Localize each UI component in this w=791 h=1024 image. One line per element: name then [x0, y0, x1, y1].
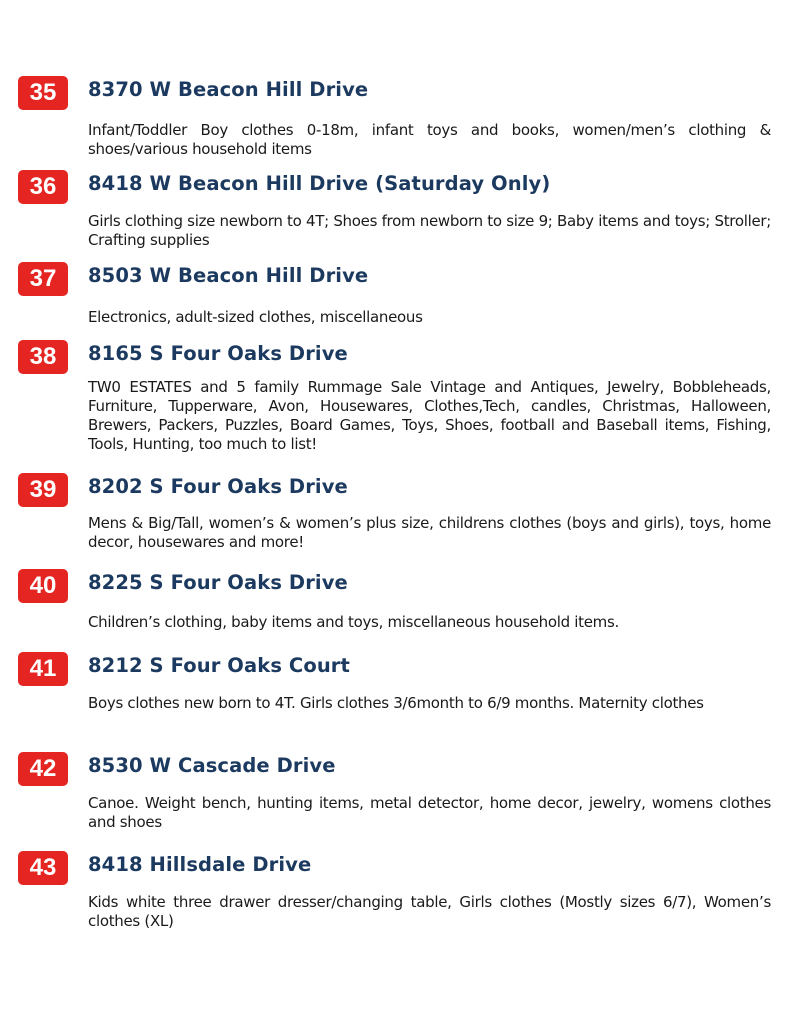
listing-number-badge: 37: [18, 262, 68, 296]
listing-address: 8418 Hillsdale Drive: [88, 853, 312, 876]
listing-address: 8225 S Four Oaks Drive: [88, 571, 348, 594]
listing-address: 8165 S Four Oaks Drive: [88, 342, 348, 365]
listing-description: Canoe. Weight bench, hunting items, metal detector, home decor, jewelry, womens clothes and shoes: [88, 794, 771, 831]
listing-number-badge: 43: [18, 851, 68, 885]
listing-number-badge: 42: [18, 752, 68, 786]
listing-address: 8370 W Beacon Hill Drive: [88, 78, 369, 101]
listing-description: TW0 ESTATES and 5 family Rummage Sale Vintage and Antiques, Jewelry, Bobbleheads, Furniture, Tupperware, Avon, Housewares, Clothes,Tech, candles, Christmas, Halloween, Brewers, Packers, Puzzles, Board Games, Toys, Shoes, football and Baseball items, Fishing, Tools, Hunting, too much to list!: [88, 378, 771, 453]
listing-description: Boys clothes new born to 4T. Girls clothes 3/6month to 6/9 months. Maternity clothes: [88, 694, 704, 712]
listing-address: 8202 S Four Oaks Drive: [88, 475, 348, 498]
listing-description: Electronics, adult-sized clothes, miscellaneous: [88, 308, 423, 326]
listing-number-badge: 38: [18, 340, 68, 374]
listing-address: 8418 W Beacon Hill Drive (Saturday Only): [88, 172, 551, 195]
listing-address: 8530 W Cascade Drive: [88, 754, 336, 777]
listing-address: 8212 S Four Oaks Court: [88, 654, 350, 677]
listing-description: Children’s clothing, baby items and toys, miscellaneous household items.: [88, 613, 619, 631]
listing-number-badge: 36: [18, 170, 68, 204]
listing-description: Infant/Toddler Boy clothes 0-18m, infant toys and books, women/men’s clothing & shoes/various household items: [88, 121, 771, 158]
listing-number-badge: 39: [18, 473, 68, 507]
listing-description: Mens & Big/Tall, women’s & women’s plus size, childrens clothes (boys and girls), toys, home decor, housewares and more!: [88, 514, 771, 551]
listing-description: Girls clothing size newborn to 4T; Shoes from newborn to size 9; Baby items and toys; Stroller; Crafting supplies: [88, 212, 771, 249]
listing-address: 8503 W Beacon Hill Drive: [88, 264, 369, 287]
listing-description: Kids white three drawer dresser/changing table, Girls clothes (Mostly sizes 6/7), Women’s clothes (XL): [88, 893, 771, 930]
listing-number-badge: 41: [18, 652, 68, 686]
listing-number-badge: 35: [18, 76, 68, 110]
listing-number-badge: 40: [18, 569, 68, 603]
